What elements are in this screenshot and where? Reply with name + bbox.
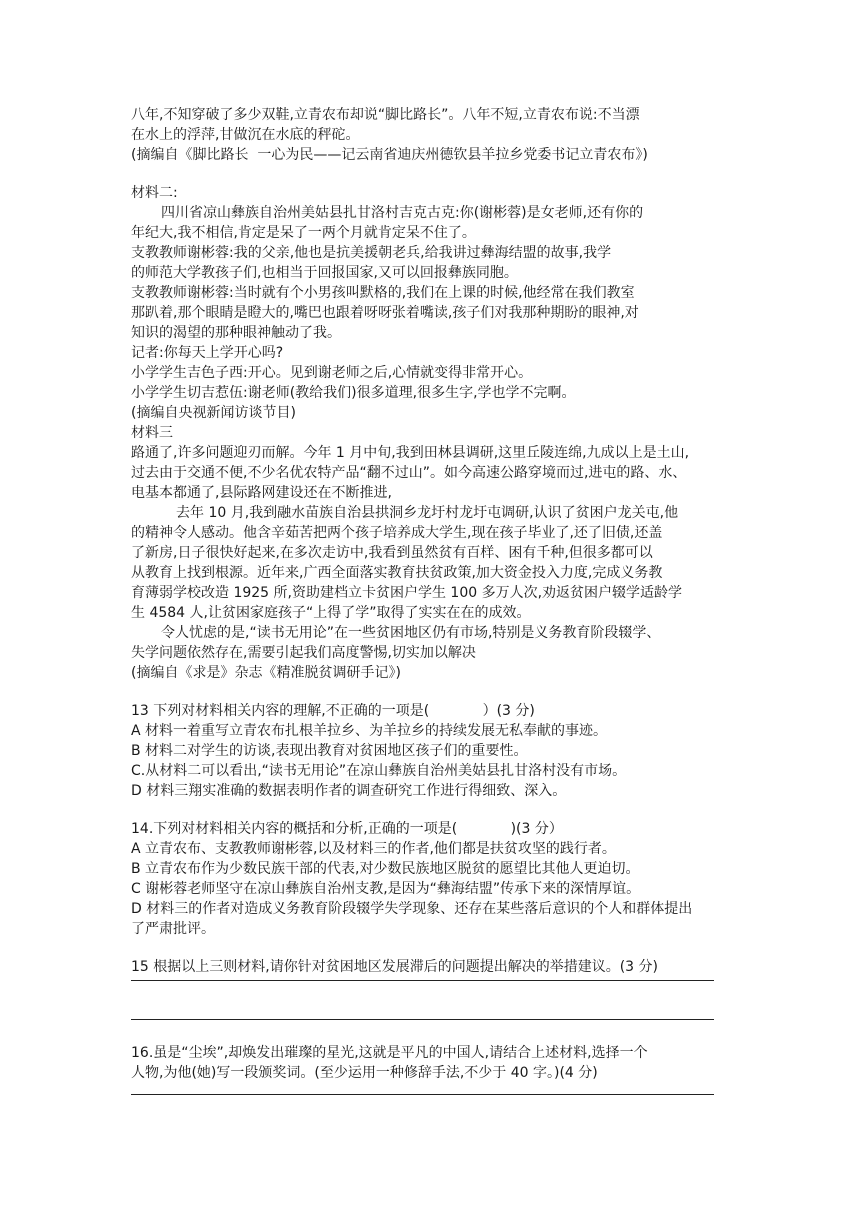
material2-line: 的师范大学教孩子们,也相当于回报国家,又可以回报彝族同胞。 [131, 265, 518, 281]
material2-line: 记者:你每天上学开心吗? [131, 345, 284, 361]
material2-line: 四川省凉山彝族自治州美姑县扎甘洛村吉克古克:你(谢彬蓉)是女老师,还有你的 [161, 205, 644, 221]
answer-line [131, 1019, 714, 1020]
material3-line: 了新房,日子很快好起来,在多次走访中,我看到虽然贫有百样、困有千种,但很多都可以 [131, 545, 653, 561]
material2-line: 年纪大,我不相信,肯定是呆了一两个月就肯定呆不住了。 [131, 225, 476, 241]
question-13-option: D 材料三翔实准确的数据表明作者的调查研究工作进行得细致、深入。 [131, 783, 567, 799]
question-13-stem: 13 下列对材料相关内容的理解,不正确的一项是( ）(3 分) [131, 703, 535, 719]
question-16-stem: 人物,为他(她)写一段颁奖词。(至少运用一种修辞手法,不少于 40 字。)(4 分) [131, 1065, 598, 1081]
answer-line [131, 980, 714, 981]
material3-line: 去年 10 月,我到融水苗族自治县拱洞乡龙圩村龙圩屯调研,认识了贫困户龙关屯,他 [176, 505, 679, 521]
material3-line: 过去由于交通不便,不少名优农特产品“翻不过山”。如今高速公路穿境而过,进屯的路、水、 [131, 465, 687, 481]
material2-source: (摘编自央视新闻访谈节目) [131, 405, 296, 421]
material3-line: 的精神令人感动。他含辛茹苦把两个孩子培养成大学生,现在孩子毕业了,还了旧债,还盖 [131, 525, 663, 541]
material2-line: 知识的渴望的那种眼神触动了我。 [131, 325, 341, 341]
material3-line: 从教育上找到根源。近年来,广西全面落实教育扶贫政策,加大资金投入力度,完成义务教 [131, 565, 663, 581]
question-14-stem: 14.下列对材料相关内容的概括和分析,正确的一项是( )(3 分） [131, 821, 563, 837]
question-13-option: C.从材料二可以看出,“读书无用论”在凉山彝族自治州美姑县扎甘洛村没有市场。 [131, 763, 627, 779]
material3-line: 失学问题依然存在,需要引起我们高度警惕,切实加以解决 [131, 645, 476, 661]
material2-line: 支教教师谢彬蓉:当时就有个小男孩叫默格的,我们在上课的时候,他经常在我们教室 [131, 285, 635, 301]
question-14-option: C 谢彬蓉老师坚守在凉山彝族自治州支教,是因为“彝海结盟”传承下来的深情厚谊。 [131, 881, 641, 897]
question-13-option: A 材料一着重写立青农布扎根羊拉乡、为羊拉乡的持续发展无私奉献的事迹。 [131, 723, 608, 739]
material1-line: 八年,不知穿破了多少双鞋,立青农布却说“脚比路长”。八年不短,立青农布说:不当漂 [131, 107, 640, 123]
question-14-option: D 材料三的作者对造成义务教育阶段辍学失学现象、还存在某些落后意识的个人和群体提出 [131, 901, 693, 917]
material2-line: 那趴着,那个眼睛是瞪大的,嘴巴也跟着呀呀张着嘴读,孩子们对我那种期盼的眼神,对 [131, 305, 639, 321]
material3-line: 生 4584 人,让贫困家庭孩子“上得了学”取得了实实在在的成效。 [131, 605, 531, 621]
material1-source: (摘编自《脚比路长 一心为民——记云南省迪庆州德钦县羊拉乡党委书记立青农布》) [131, 147, 648, 163]
material3-source: (摘编自《求是》杂志《精准脱贫调研手记》) [131, 665, 401, 681]
material3-line: 育薄弱学校改造 1925 所,资助建档立卡贫困户学生 100 多万人次,劝返贫困户辍学适龄学 [131, 585, 683, 601]
question-16-stem: 16.虽是“尘埃”,却焕发出璀璨的星光,这就是平凡的中国人,请结合上述材料,选择一个 [131, 1045, 648, 1061]
question-13-option: B 材料二对学生的访谈,表现出教育对贫困地区孩子们的重要性。 [131, 743, 528, 759]
question-14-option: B 立青农布作为少数民族干部的代表,对少数民族地区脱贫的愿望比其他人更迫切。 [131, 861, 640, 877]
material2-heading: 材料二: [131, 185, 178, 201]
material1-line: 在水上的浮萍,甘做沉在水底的秤砣。 [131, 127, 360, 143]
answer-line [131, 1094, 714, 1095]
question-14-option: A 立青农布、支教教师谢彬蓉,以及材料三的作者,他们都是扶贫攻坚的践行者。 [131, 841, 616, 857]
material3-heading: 材料三 [131, 425, 173, 441]
material3-line: 路通了,许多问题迎刃而解。今年 1 月中旬,我到田林县调研,这里丘陵连绵,九成以上是土山, [131, 445, 690, 461]
question-14-option: 了严肃批评。 [131, 921, 215, 937]
material2-line: 支教教师谢彬蓉:我的父亲,他也是抗美援朝老兵,给我讲过彝海结盟的故事,我学 [131, 245, 612, 261]
material2-line: 小学学生切吉惹伍:谢老师(教给我们)很多道理,很多生字,学也学不完啊。 [131, 385, 576, 401]
material2-line: 小学学生吉色子西:开心。见到谢老师之后,心情就变得非常开心。 [131, 365, 533, 381]
material3-line: 令人忧虑的是,“读书无用论”在一些贫困地区仍有市场,特别是义务教育阶段辍学、 [161, 625, 661, 641]
question-15-stem: 15 根据以上三则材料,请你针对贫困地区发展滞后的问题提出解决的举措建议。(3 分) [131, 959, 658, 975]
material3-line: 电基本都通了,县际路网建设还在不断推进, [131, 485, 392, 501]
